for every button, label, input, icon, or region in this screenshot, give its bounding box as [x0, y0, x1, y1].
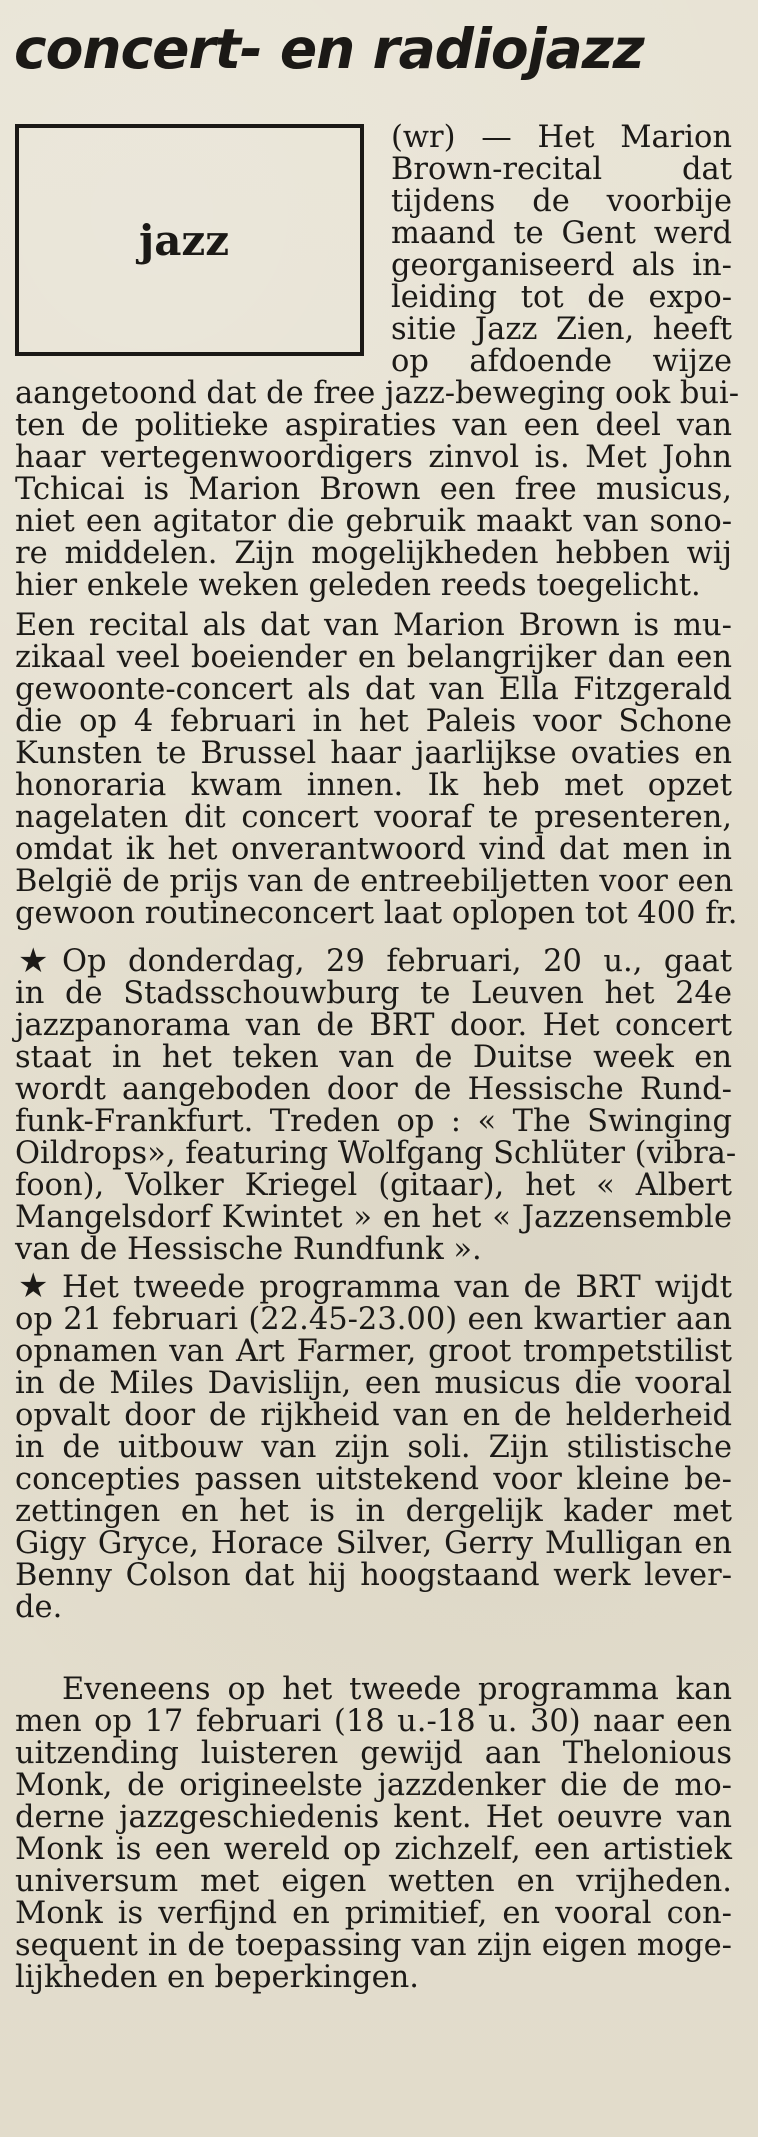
body-line: van de Hessische Rundfunk ».: [15, 1232, 482, 1267]
body-line: sitie Jazz Zien, heeft: [391, 312, 732, 347]
body-line: Kunsten te Brussel haar jaarlijkse ovaties en: [15, 736, 732, 771]
body-line: de.: [15, 1590, 63, 1625]
body-line: (wr) — Het Marion: [391, 120, 732, 155]
body-line: staat in het teken van de Duitse week en: [15, 1040, 732, 1075]
body-line: concepties passen uitstekend voor kleine be-: [15, 1462, 732, 1497]
body-line: in de Miles Davislijn, een musicus die vooral: [15, 1366, 732, 1401]
body-line: sequent in de toepassing van zijn eigen moge-: [15, 1928, 732, 1963]
body-line: gewoon routineconcert laat oplopen tot 400 fr.: [15, 896, 738, 931]
body-line: Een recital als dat van Marion Brown is mu-: [15, 608, 732, 643]
body-line: Oildrops», featuring Wolfgang Schlüter (vibra-: [15, 1136, 737, 1171]
body-line: funk-Frankfurt. Treden op : « The Swinging: [15, 1104, 732, 1139]
body-line: op 21 februari (22.45-23.00) een kwartier aan: [15, 1302, 732, 1337]
body-line: Mangelsdorf Kwintet » en het « Jazzensemble: [15, 1200, 732, 1235]
body-line: op afdoende wijze: [391, 344, 732, 379]
body-line: honoraria kwam innen. Ik heb met opzet: [15, 768, 732, 803]
body-line: Monk is verfijnd en primitief, en vooral con-: [15, 1896, 732, 1931]
body-line: zikaal veel boeiender en belangrijker dan een: [15, 640, 732, 675]
body-line: Benny Colson dat hij hoogstaand werk lever-: [15, 1558, 732, 1593]
star-icon: ★: [18, 1266, 49, 1306]
body-line: die op 4 februari in het Paleis voor Schone: [15, 704, 732, 739]
body-line: Tchicai is Marion Brown een free musicus,: [15, 472, 732, 507]
body-line: aangetoond dat de free jazz-beweging ook bui-: [15, 376, 740, 411]
body-line: uitzending luisteren gewijd aan Thelonious: [15, 1736, 732, 1771]
body-line: omdat ik het onverantwoord vind dat men in: [15, 832, 732, 867]
body-line: universum met eigen wetten en vrijheden.: [15, 1864, 732, 1899]
body-line: in de uitbouw van zijn soli. Zijn stilistische: [15, 1430, 732, 1465]
body-line: hier enkele weken geleden reeds toegelicht.: [15, 568, 701, 603]
body-line: maand te Gent werd: [391, 216, 732, 251]
body-line: in de Stadsschouwburg te Leuven het 24e: [15, 976, 732, 1011]
body-line: Monk is een wereld op zichzelf, een artistiek: [15, 1832, 732, 1867]
body-line: haar vertegenwoordigers zinvol is. Met John: [15, 440, 732, 475]
body-line: Eveneens op het tweede programma kan: [62, 1672, 732, 1707]
body-line: wordt aangeboden door de Hessische Rund-: [15, 1072, 732, 1107]
body-line: lijkheden en beperkingen.: [15, 1960, 419, 1995]
body-line: Monk, de origineelste jazzdenker die de mo-: [15, 1768, 732, 1803]
body-line: men op 17 februari (18 u.-18 u. 30) naar een: [15, 1704, 732, 1739]
body-line: niet een agitator die gebruik maakt van sono-: [15, 504, 732, 539]
star-icon: ★: [18, 941, 49, 981]
section-label: jazz: [139, 216, 230, 265]
body-line: derne jazzgeschiedenis kent. Het oeuvre van: [15, 1800, 732, 1835]
article-headline: concert- en radiojazz: [14, 17, 644, 81]
body-line: opvalt door de rijkheid van en de helderheid: [15, 1398, 732, 1433]
body-line: gewoonte-concert als dat van Ella Fitzgerald: [15, 672, 732, 707]
body-line: jazzpanorama van de BRT door. Het concert: [15, 1008, 732, 1043]
body-line: ten de politieke aspiraties van een deel van: [15, 408, 732, 443]
body-line: foon), Volker Kriegel (gitaar), het « Albert: [15, 1168, 732, 1203]
body-line: opnamen van Art Farmer, groot trompetstilist: [15, 1334, 732, 1369]
body-line: tijdens de voorbije: [391, 184, 732, 219]
body-line: Brown-recital dat: [391, 152, 732, 187]
body-line: Op donderdag, 29 februari, 20 u., gaat: [62, 944, 732, 979]
body-line: nagelaten dit concert vooraf te presenteren,: [15, 800, 732, 835]
body-line: re middelen. Zijn mogelijkheden hebben wij: [15, 536, 732, 571]
body-line: georganiseerd als in-: [391, 248, 732, 283]
body-line: zettingen en het is in dergelijk kader met: [15, 1494, 732, 1529]
body-line: Gigy Gryce, Horace Silver, Gerry Mulligan en: [15, 1526, 732, 1561]
body-line: Het tweede programma van de BRT wijdt: [62, 1270, 732, 1305]
body-line: België de prijs van de entreebiljetten voor een: [15, 864, 734, 899]
body-line: leiding tot de expo-: [391, 280, 732, 315]
